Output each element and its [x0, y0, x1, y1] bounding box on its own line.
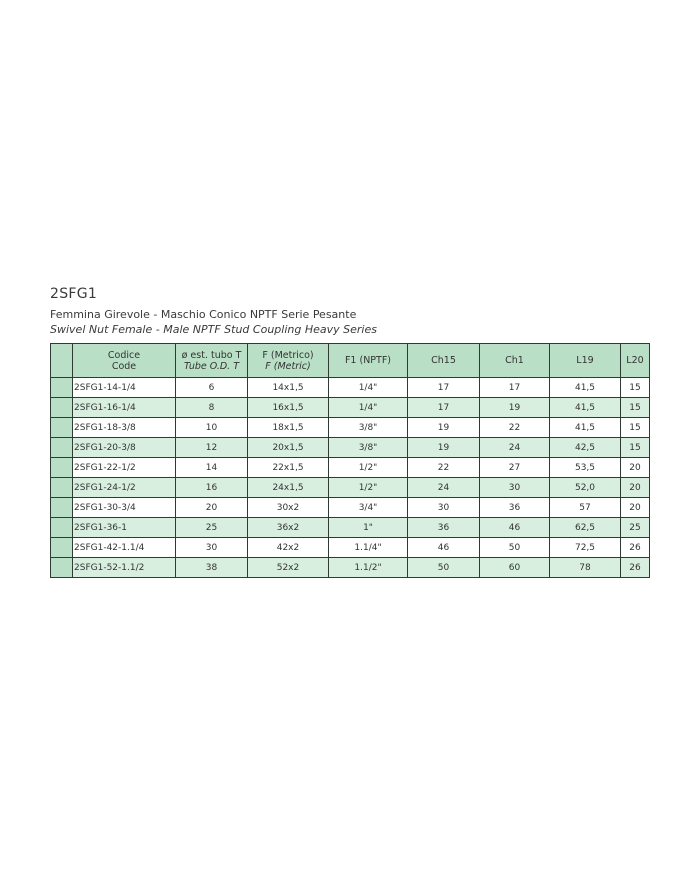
cell-code: 2SFG1-42-1.1/4: [73, 538, 176, 558]
cell-f-metric: 14x1,5: [248, 378, 329, 398]
cell-code: 2SFG1-52-1.1/2: [73, 558, 176, 578]
cell-f1-nptf: 1.1/4": [329, 538, 408, 558]
cell-tube-od: 25: [176, 518, 248, 538]
cell-l19: 41,5: [550, 378, 621, 398]
cell-code: 2SFG1-30-3/4: [73, 498, 176, 518]
table-row: [51, 458, 650, 478]
cell-ch15: 36: [408, 518, 480, 538]
cell-f-metric: 30x2: [248, 498, 329, 518]
cell-ch15: 50: [408, 558, 480, 578]
cell-ch15: 22: [408, 458, 480, 478]
side-band: [51, 558, 73, 578]
cell-f1-nptf: 1/2": [329, 478, 408, 498]
table-row: [51, 378, 650, 398]
header-f1-nptf: F1 (NPTF): [329, 344, 408, 378]
cell-ch1: 17: [480, 378, 550, 398]
cell-f1-nptf: 3/8": [329, 438, 408, 458]
table-row: [51, 478, 650, 498]
side-band: [51, 458, 73, 478]
cell-code: 2SFG1-24-1/2: [73, 478, 176, 498]
cell-code: 2SFG1-20-3/8: [73, 438, 176, 458]
cell-ch15: 46: [408, 538, 480, 558]
cell-f1-nptf: 1": [329, 518, 408, 538]
subtitle-italian: Femmina Girevole - Maschio Conico NPTF Serie Pesante: [50, 308, 357, 321]
subtitle-english: Swivel Nut Female - Male NPTF Stud Coupling Heavy Series: [50, 323, 377, 336]
cell-code: 2SFG1-14-1/4: [73, 378, 176, 398]
side-band: [51, 498, 73, 518]
cell-l20: 15: [621, 398, 650, 418]
cell-ch15: 30: [408, 498, 480, 518]
cell-l20: 15: [621, 378, 650, 398]
cell-l19: 72,5: [550, 538, 621, 558]
side-band: [51, 344, 73, 378]
cell-ch1: 46: [480, 518, 550, 538]
cell-l19: 42,5: [550, 438, 621, 458]
page-title: 2SFG1: [50, 286, 98, 302]
cell-f-metric: 22x1,5: [248, 458, 329, 478]
cell-ch15: 19: [408, 418, 480, 438]
cell-l20: 15: [621, 418, 650, 438]
header-ch1: Ch1: [480, 344, 550, 378]
table-row: [51, 398, 650, 418]
cell-l19: 52,0: [550, 478, 621, 498]
cell-l20: 20: [621, 478, 650, 498]
cell-code: 2SFG1-18-3/8: [73, 418, 176, 438]
side-band: [51, 418, 73, 438]
table-row: [51, 558, 650, 578]
header-f-metric: F (Metrico) F (Metric): [248, 344, 329, 378]
table-row: [51, 518, 650, 538]
cell-ch1: 19: [480, 398, 550, 418]
cell-l19: 57: [550, 498, 621, 518]
cell-l20: 26: [621, 538, 650, 558]
cell-code: 2SFG1-36-1: [73, 518, 176, 538]
table-row: [51, 498, 650, 518]
cell-l19: 53,5: [550, 458, 621, 478]
table-row: [51, 538, 650, 558]
cell-tube-od: 6: [176, 378, 248, 398]
cell-l19: 78: [550, 558, 621, 578]
header-l20: L20: [621, 344, 650, 378]
cell-f1-nptf: 1/4": [329, 378, 408, 398]
cell-f-metric: 42x2: [248, 538, 329, 558]
side-band: [51, 398, 73, 418]
side-band: [51, 538, 73, 558]
cell-f1-nptf: 1/4": [329, 398, 408, 418]
cell-f1-nptf: 3/8": [329, 418, 408, 438]
cell-l20: 20: [621, 498, 650, 518]
cell-ch1: 22: [480, 418, 550, 438]
cell-l20: 20: [621, 458, 650, 478]
cell-tube-od: 20: [176, 498, 248, 518]
cell-l19: 62,5: [550, 518, 621, 538]
cell-f1-nptf: 1.1/2": [329, 558, 408, 578]
cell-ch15: 17: [408, 378, 480, 398]
cell-tube-od: 8: [176, 398, 248, 418]
cell-f-metric: 36x2: [248, 518, 329, 538]
cell-ch1: 30: [480, 478, 550, 498]
table-row: [51, 418, 650, 438]
cell-l20: 25: [621, 518, 650, 538]
side-band: [51, 438, 73, 458]
cell-f-metric: 18x1,5: [248, 418, 329, 438]
cell-l20: 15: [621, 438, 650, 458]
header-ch15: Ch15: [408, 344, 480, 378]
cell-f1-nptf: 1/2": [329, 458, 408, 478]
side-band: [51, 518, 73, 538]
cell-tube-od: 38: [176, 558, 248, 578]
cell-ch1: 36: [480, 498, 550, 518]
header-code: Codice Code: [73, 344, 176, 378]
cell-l19: 41,5: [550, 418, 621, 438]
cell-tube-od: 16: [176, 478, 248, 498]
side-band: [51, 478, 73, 498]
cell-f1-nptf: 3/4": [329, 498, 408, 518]
header-tube-od: ø est. tubo T Tube O.D. T: [176, 344, 248, 378]
cell-tube-od: 10: [176, 418, 248, 438]
cell-ch1: 50: [480, 538, 550, 558]
cell-ch15: 17: [408, 398, 480, 418]
cell-tube-od: 12: [176, 438, 248, 458]
cell-tube-od: 14: [176, 458, 248, 478]
table-body: [51, 378, 650, 578]
cell-ch15: 19: [408, 438, 480, 458]
cell-ch1: 24: [480, 438, 550, 458]
cell-f-metric: 52x2: [248, 558, 329, 578]
cell-code: 2SFG1-16-1/4: [73, 398, 176, 418]
cell-l19: 41,5: [550, 398, 621, 418]
table-row: [51, 438, 650, 458]
product-table: [50, 343, 650, 578]
table-header-row: [51, 344, 650, 378]
side-band: [51, 378, 73, 398]
cell-ch15: 24: [408, 478, 480, 498]
cell-tube-od: 30: [176, 538, 248, 558]
cell-code: 2SFG1-22-1/2: [73, 458, 176, 478]
cell-ch1: 60: [480, 558, 550, 578]
cell-l20: 26: [621, 558, 650, 578]
cell-f-metric: 16x1,5: [248, 398, 329, 418]
cell-f-metric: 20x1,5: [248, 438, 329, 458]
cell-ch1: 27: [480, 458, 550, 478]
header-l19: L19: [550, 344, 621, 378]
cell-f-metric: 24x1,5: [248, 478, 329, 498]
